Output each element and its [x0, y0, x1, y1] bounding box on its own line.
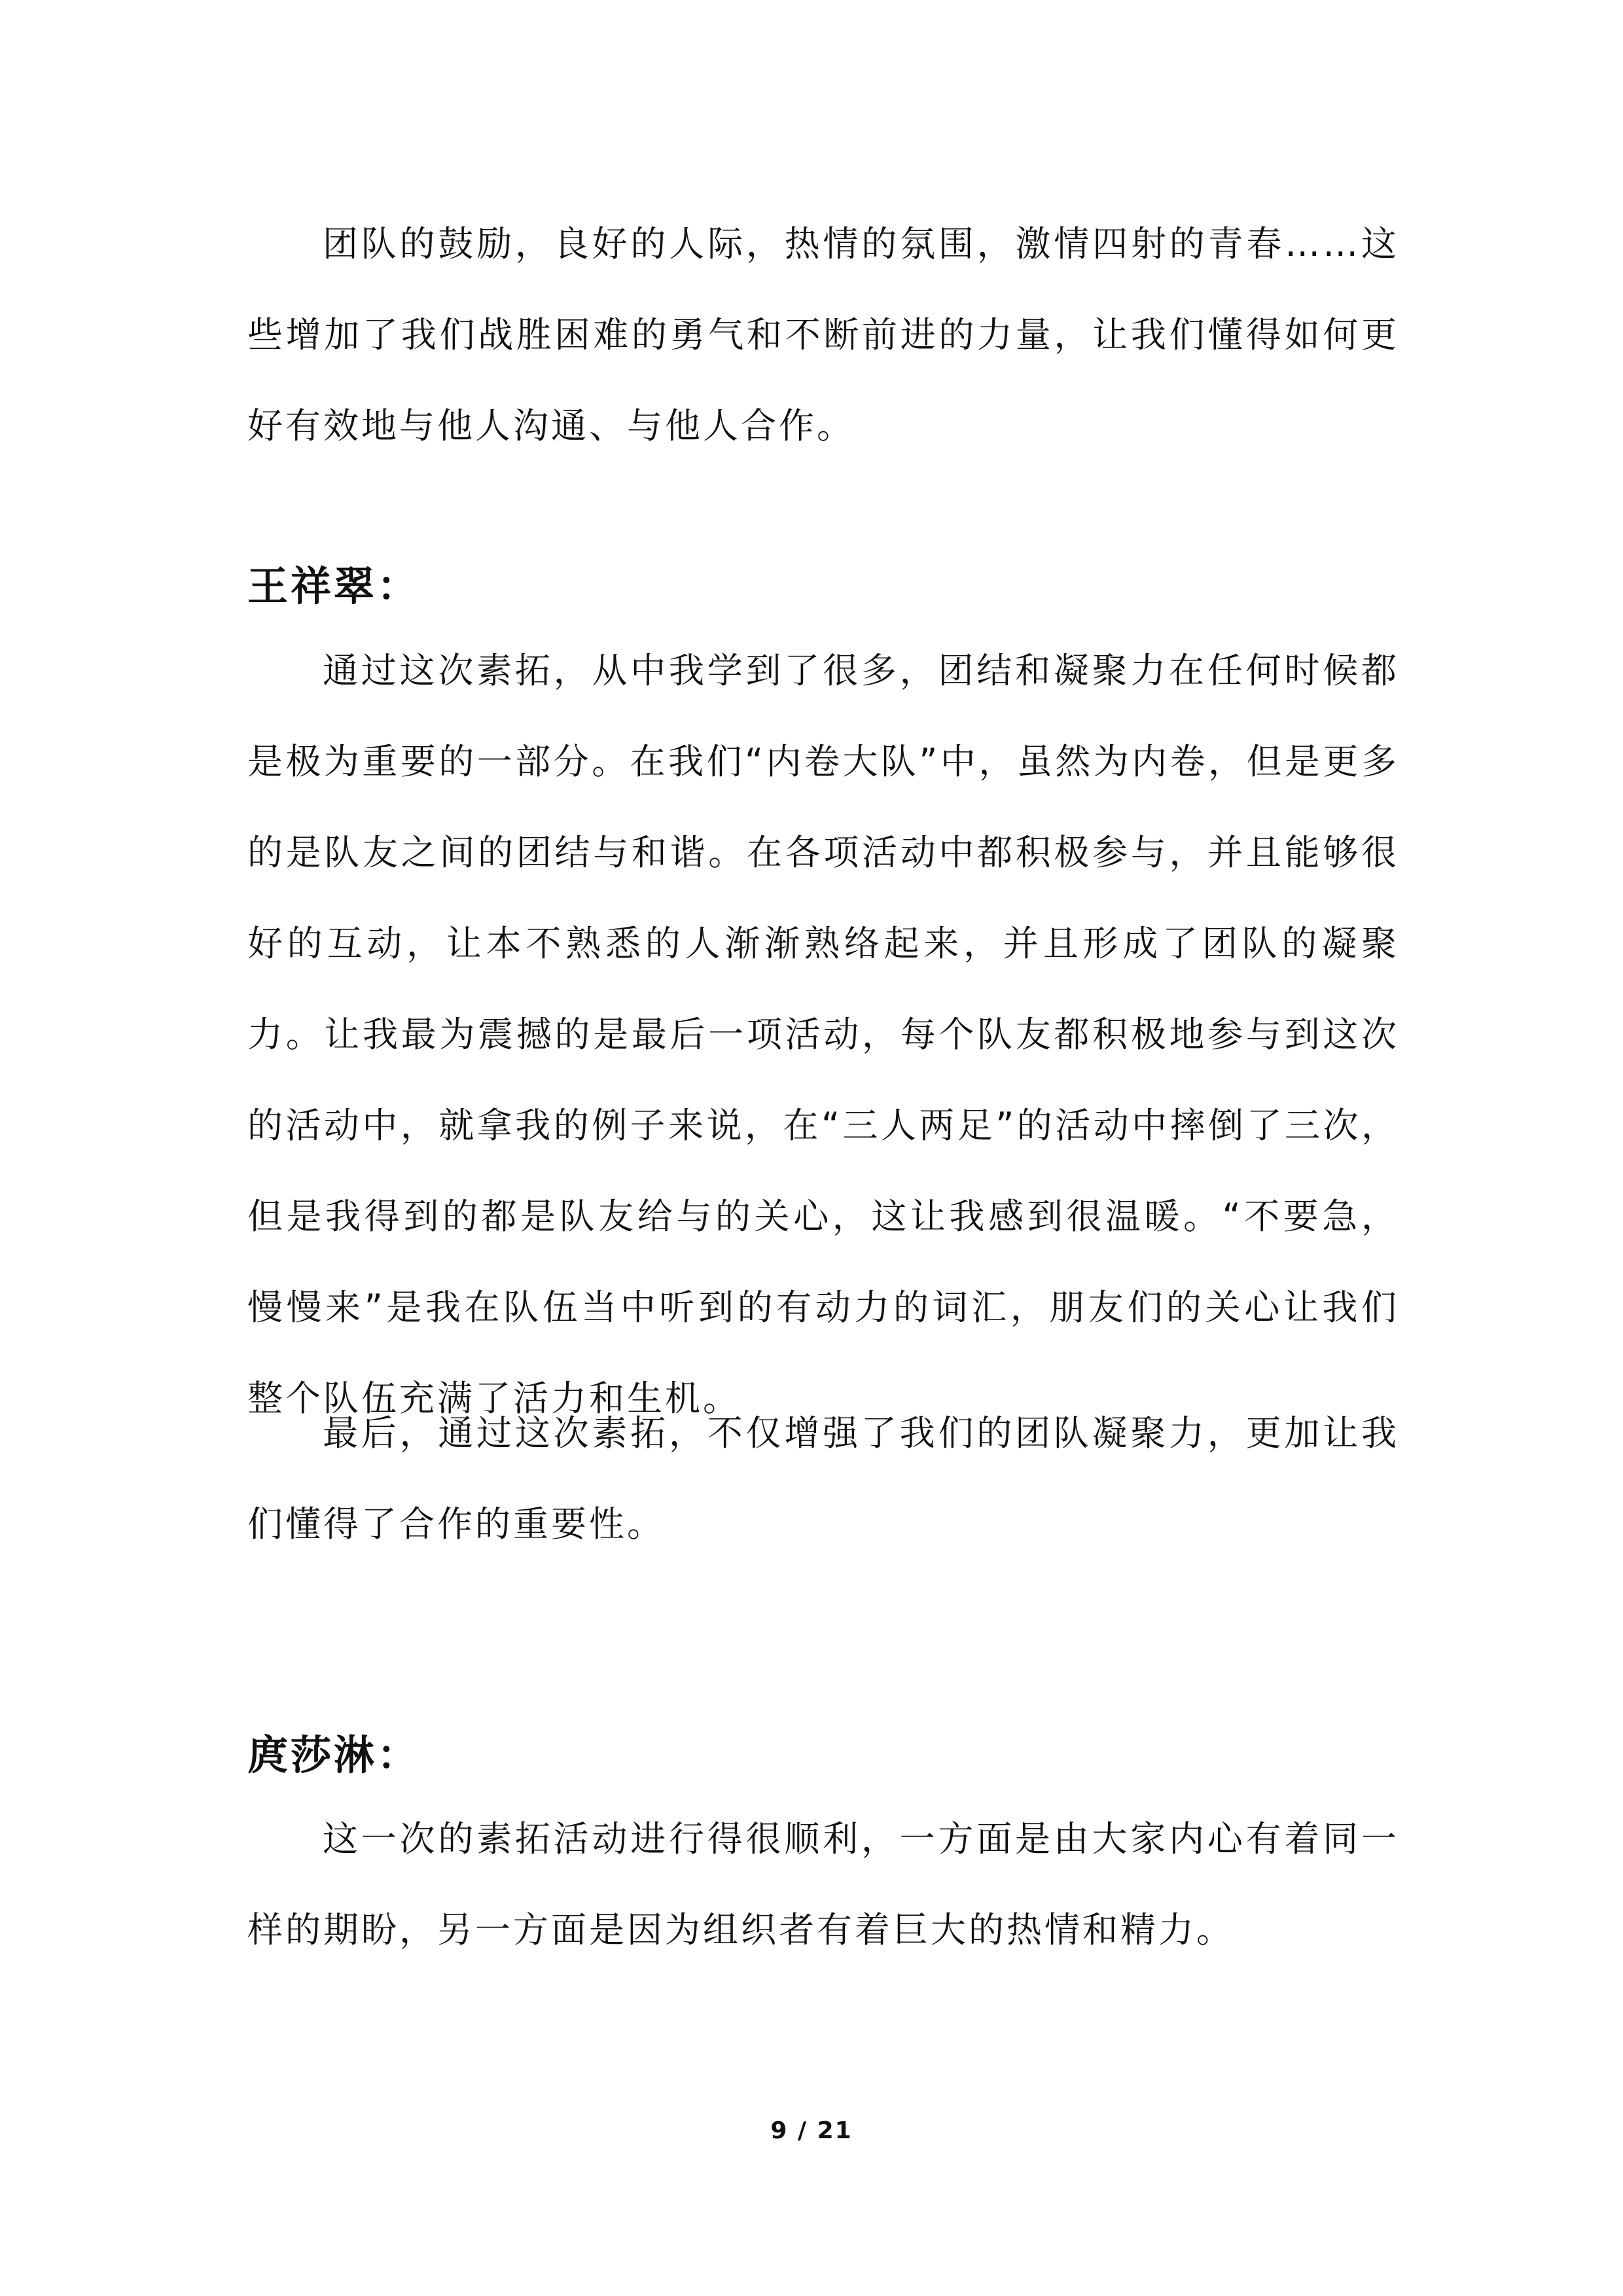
- page-number: 9 / 21: [770, 2117, 853, 2144]
- section-author-heading: 王祥翠：: [247, 562, 421, 610]
- section-paragraph: 通过这次素拓，从中我学到了很多，团结和凝聚力在任何时候都是极为重要的一部分。在我们“内卷大队”中，虽然为内卷，但是更多的是队友之间的团结与和谐。在各项活动中都积极参与，并且能够很好的互动，让本不熟悉的人渐渐熟络起来，并且形成了团队的凝聚力。让我最为震撼的是最后一项活动，每个队友都积极地参与到这次的活动中，就拿我的例子来说，在“三人两足”的活动中摔倒了三次，但是我得到的都是队友给与的关心，这让我感到很温暖。“不要急，慢慢来”是我在队伍当中听到的有动力的词汇，朋友们的关心让我们整个队伍充满了活力和生机。: [247, 650, 1399, 1419]
- section-author-heading: 庹莎淋：: [247, 1731, 421, 1779]
- section-paragraph: 最后，通过这次素拓，不仅增强了我们的团队凝聚力，更加让我们懂得了合作的重要性。: [247, 1412, 1399, 1545]
- intro-paragraph: 团队的鼓励，良好的人际，热情的氛围，激情四射的青春……这些增加了我们战胜困难的勇气和不断前进的力量，让我们懂得如何更好有效地与他人沟通、与他人合作。: [247, 223, 1399, 446]
- section-paragraph: 这一次的素拓活动进行得很顺利，一方面是由大家内心有着同一样的期盼，另一方面是因为组织者有着巨大的热情和精力。: [247, 1818, 1399, 1950]
